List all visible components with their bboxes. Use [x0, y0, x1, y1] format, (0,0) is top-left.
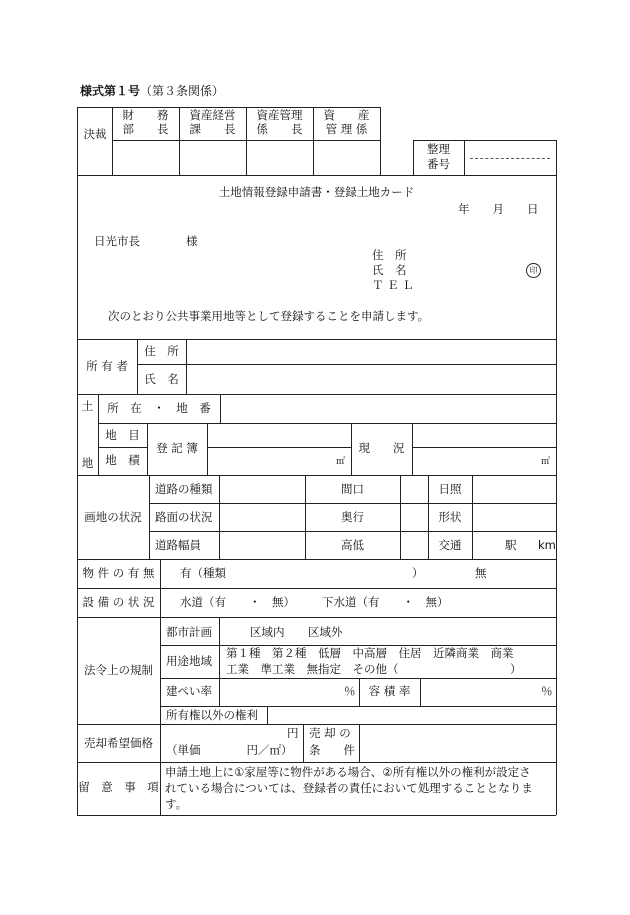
current-sqm-unit: ㎡: [541, 457, 551, 467]
applicant-tel-label: Ｔ Ｅ Ｌ: [372, 278, 414, 292]
sewer: 下水道（有 ・ 無）: [322, 595, 449, 609]
approval-finance-head-line2: 部 長: [122, 122, 169, 136]
applicant-name-label: 氏 名: [372, 263, 407, 277]
sale-condition-label-line1: 売 却 の: [309, 726, 351, 740]
seiri-label-line2: 番号: [427, 157, 450, 171]
elevation-label: 高低: [341, 538, 364, 552]
land-category-label: 地 目: [105, 428, 140, 442]
sunlight-label: 日照: [438, 482, 462, 496]
land-label-top: 土: [81, 399, 94, 413]
seiri-label-line1: 整理: [427, 142, 450, 156]
property-no: 無: [475, 566, 487, 580]
owner-address-label: 住 所: [144, 344, 179, 358]
notes-line3: す。: [165, 797, 188, 811]
approval-asset-mgmt-chief-line2: 課 長: [189, 122, 236, 136]
approval-asset-mgmt-chief-line1: 資産経営: [189, 108, 236, 122]
road-type-label: 道路の種類: [155, 482, 213, 496]
unit-price: （単価 円／㎡）: [166, 743, 293, 757]
applicant-address-label: 住 所: [372, 248, 407, 262]
form-header: [80, 85, 224, 97]
far-percent: ％: [541, 684, 553, 698]
notes-label: 留 意 事 項: [78, 780, 159, 794]
bcr-percent: ％: [344, 684, 356, 698]
shape-label: 形状: [438, 510, 462, 524]
zoning-label: 用途地域: [166, 654, 212, 668]
city-plan-label: 都市計画: [166, 625, 212, 639]
city-plan-outside: 区域外: [308, 625, 343, 639]
station-unit: 駅: [505, 538, 517, 552]
legal-label: 法令上の規制: [84, 663, 153, 677]
city-plan-inside: 区域内: [250, 625, 285, 639]
property-label: 物 件 の 有 無: [82, 566, 155, 580]
land-area-label: 地 積: [105, 453, 140, 467]
approval-asset-section-head-line2: 係 長: [256, 122, 303, 136]
building-coverage-label: 建ぺい率: [166, 684, 212, 698]
notes-line2: れている場合については、登録者の責任において処理することとなりま: [165, 781, 533, 795]
land-label-bottom: 地: [81, 456, 94, 470]
road-width-label: 道路幅員: [155, 538, 201, 552]
frontage-label: 間口: [341, 482, 364, 496]
approval-asset-staff-line1: 資 産: [323, 108, 370, 122]
approval-label: 決裁: [83, 127, 107, 141]
form-title: 土地情報登録申請書・登録土地カード: [218, 185, 415, 199]
current-status-label: 現 況: [358, 441, 405, 455]
location-lot-label: 所 在 ・ 地 番: [107, 401, 211, 415]
approval-asset-section-head-line1: 資産管理: [256, 108, 303, 122]
zoning-options-line2: 工業 準工業 無指定 その他（: [226, 662, 399, 676]
zoning-options-line1: 第１種 第２種 低層 中高層 住居 近隣商業 商業: [226, 646, 514, 660]
owner-label: 所 有 者: [86, 359, 128, 373]
property-close-paren: ）: [412, 566, 424, 580]
facility-label: 設 備 の 状 況: [82, 595, 155, 609]
approval-finance-head-line1: 財 務: [122, 108, 169, 122]
notes-line1: 申請土地上に①家屋等に物件がある場合、②所有権以外の権利が設定さ: [165, 765, 531, 779]
floor-area-ratio-label: 容 積 率: [368, 684, 411, 698]
other-rights-label: 所有権以外の権利: [166, 708, 258, 722]
registry-label: 登 記 簿: [156, 441, 198, 455]
date-line: 年 月 日: [458, 202, 539, 216]
road-surface-label: 路面の状況: [155, 510, 213, 524]
owner-name-label: 氏 名: [144, 372, 179, 386]
addressee: 日光市長 様: [94, 234, 198, 248]
registry-sqm-unit: ㎡: [336, 457, 346, 467]
approval-asset-staff-line2: 管 理 係: [325, 122, 368, 136]
km-unit: km: [538, 538, 556, 552]
price-label: 売却希望価格: [84, 736, 153, 750]
application-statement: 次のとおり公共事業用地等として登録することを申請します。: [108, 309, 430, 323]
form-relation: （第３条関係）: [140, 84, 225, 98]
transport-label: 交通: [438, 538, 462, 552]
property-yes-type: 有（種類: [180, 566, 226, 580]
seal-mark: 印: [526, 263, 541, 278]
form-number: 様式第１号: [80, 84, 141, 98]
price-yen-unit: 円: [287, 726, 299, 740]
zoning-close-paren: ）: [510, 662, 522, 676]
depth-label: 奥行: [341, 510, 364, 524]
water-supply: 水道（有 ・ 無）: [180, 595, 295, 609]
site-label: 画地の状況: [84, 510, 142, 524]
sale-condition-label-line2: 条 件: [309, 743, 355, 757]
